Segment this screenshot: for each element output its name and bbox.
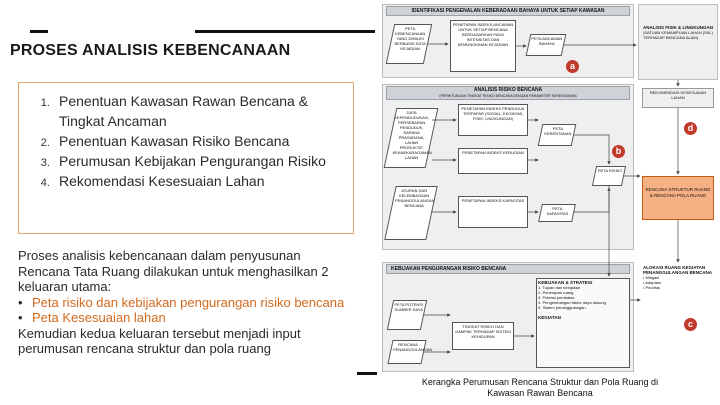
step-item: 4. Rekomendasi Kesesuaian Lahan (53, 171, 353, 191)
top-bar-right (195, 30, 375, 33)
framework-diagram (380, 0, 720, 375)
section-a-title: IDENTIFIKASI PENGENALAN KEBERADAAN BAHAYA UNTUK SETIAP KAWASAN (386, 6, 630, 16)
diagram-caption: Kerangka Perumusan Rencana Struktur dan Pola Ruang di Kawasan Rawan Bencana (421, 377, 659, 398)
alokasi-ruang-box: ALOKASI RUANG KEGIATAN PENANGGULANGAN BENCANA • Mitigasi • Adaptasi • Prioritas (643, 265, 713, 290)
indeks-penduduk-box: PENETAPAN INDEKS PENDUDUK TERPAPAR (SOSIAL, EKONOMI, FISIK, LINGKUNGAN) (458, 104, 528, 136)
badge-b: b (612, 145, 625, 158)
step-item: 3. Perumusan Kebijakan Pengurangan Risiko (53, 151, 353, 171)
kebijakan-item: 4. Pengembangan faktor daya dukung (538, 300, 606, 305)
kebijakan-item: 3. Potensi pembatas (538, 295, 575, 300)
peta-potensi-box: PETA POTENSI SUMBER DAYA (387, 300, 427, 330)
peta-ancaman-box: PETA ANCAMAN BAHAYA (526, 34, 567, 56)
penetapan-ancaman-box: PENETAPAN INDEKS ANCAMAN UNTUK SETIAP BENCANA BERDASARKAN PADA INTENSITAS DAN KEMUNGKINAN KEJADIAN (450, 20, 516, 72)
section-b-title: ANALISIS RISIKO BENCANA (PERHITUNGAN TINGKAT RISIKO BENCANA DENGAN PARAMETER KERENTANAN) (386, 86, 630, 100)
steps-list-box (18, 82, 354, 234)
kebijakan-strategi-box: KEBIJAKAN & STRATEGI 1. Tujuan dan kebijakan 2. Penerapan ruang 3. Potensi pembatas 4. Pengembangan faktor daya dukung 5. Sistem penanggulangan KEGIATAN (536, 278, 630, 368)
analisis-fisik-box: ANALISIS FISIK & LINGKUNGAN (SATUAN KEMAMPUAN LAHAN (SKL) TERHADAP BENCANA ALAM) (643, 25, 714, 40)
indeks-kerugian-box: PENETAPAN INDEKS KERUGIAN (458, 148, 528, 174)
tingkat-risiko-box: TINGKAT RISIKO DAN DAMPAK TERHADAP SISTEM KEHIDUPAN (452, 322, 514, 350)
bullet-symbol: • (18, 294, 23, 310)
peta-risiko-box: PETA RISIKO (592, 166, 626, 186)
description (18, 248, 353, 357)
badge-d: d (684, 122, 697, 135)
description-intro: Proses analisis kebencanaan dalam penyusunan Rencana Tata Ruang dilakukan untuk menghasilkan 2 keluaran utama: (18, 248, 329, 294)
rencana-penanggulangan-box: RENCANA PENANGGULANGAN (387, 340, 426, 364)
description-outro: Kemudian kedua keluaran tersebut menjadi input perumusan rencana struktur dan pola ruang (18, 325, 301, 356)
bullet-text: Peta Kesesuaian lahan (32, 310, 166, 325)
bullet-symbol: • (18, 310, 23, 325)
peta-kerentanan-box: PETA KERENTANAN (538, 124, 577, 146)
rencana-struktur-box: RENCANA STRUKTUR RUANG & RENCANA POLA RUANG (642, 176, 714, 220)
top-bar-left (30, 30, 48, 33)
step-item: 2. Penentuan Kawasan Risiko Bencana (53, 131, 353, 151)
section-c-title: KEBIJAKAN PENGURANGAN RISIKO BENCANA (386, 264, 630, 274)
badge-a: a (566, 60, 579, 73)
aturan-kelembagaan-box: ATURAN DAN KELEMBAGAAN PENANGGULANGAN BENCANA (384, 186, 437, 240)
badge-c: c (684, 318, 697, 331)
peta-kapasitas-box: PETA KAPASITAS (538, 204, 576, 222)
page-title: PROSES ANALISIS KEBENCANAAN (10, 42, 291, 59)
bottom-bar (357, 372, 377, 375)
steps-list (19, 83, 353, 191)
data-kependudukan-box: DATA KEPENDUDUKAN, PERSEBARAN PENDUDUK, SARANA PRASARANA, LAHAN PRODUKTIF, KEANEKARAGAMAN LAHAN (384, 108, 439, 168)
indeks-kapasitas-box: PENETAPAN INDEKS KAPASITAS (458, 196, 528, 228)
step-item: 1. Penentuan Kawasan Rawan Bencana & Tingkat Ancaman (53, 91, 353, 131)
kebijakan-item: 5. Sistem penanggulangan (538, 305, 586, 310)
bullet-text: Peta risiko dan kebijakan pengurangan risiko bencana (32, 294, 345, 310)
bullet-item (18, 295, 353, 311)
peta-kebencanaan-box: PETA KEBENCANAAN YANG DIMILIKI BERBASIS DATA KEJADIAN (386, 24, 433, 64)
bullet-item (18, 310, 353, 326)
kebijakan-item: 2. Penerapan ruang (538, 290, 574, 295)
kebijakan-item: 1. Tujuan dan kebijakan (538, 285, 581, 290)
kesesuaian-lahan-box: REKOMENDASI KESESUAIAN LAHAN (642, 88, 714, 108)
